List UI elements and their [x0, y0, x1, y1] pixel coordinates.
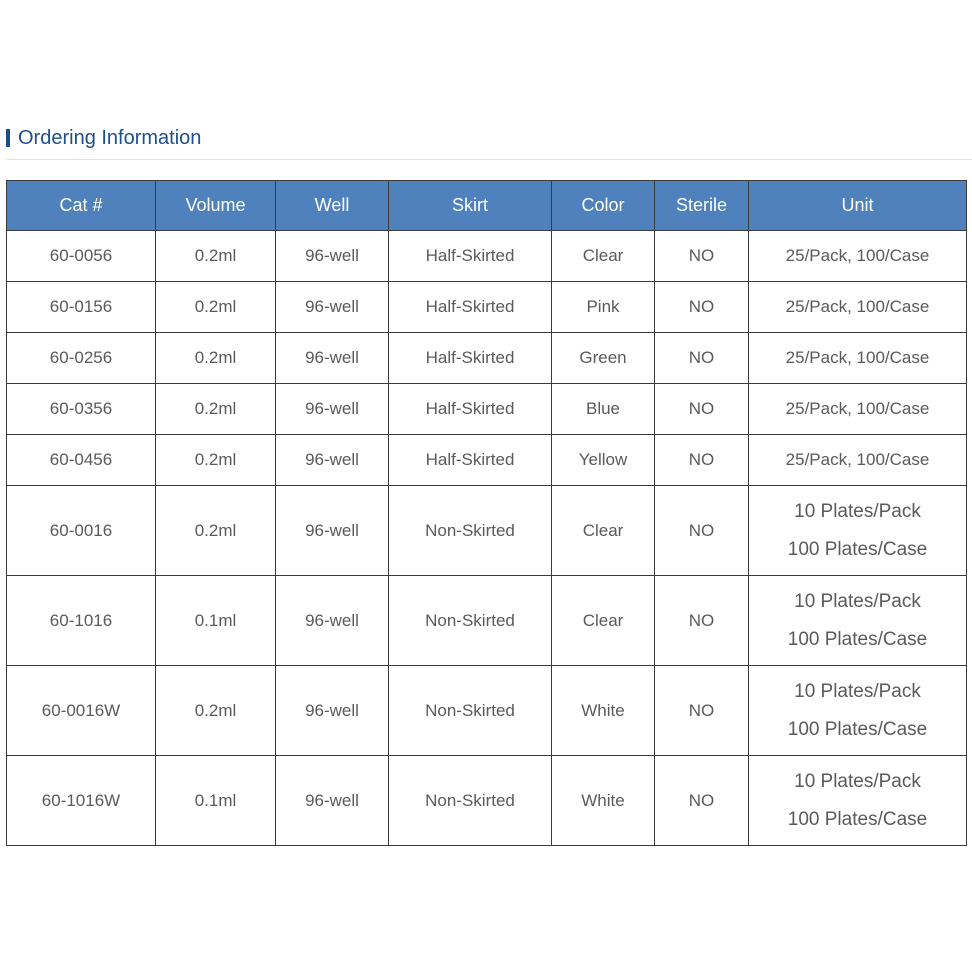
cell-skirt: Non-Skirted: [389, 576, 552, 666]
cell-unit: [749, 231, 967, 282]
cell-skirt: Half-Skirted: [389, 333, 552, 384]
unit-line: 100 Plates/Case: [787, 628, 928, 650]
cell-sterile: NO: [655, 666, 749, 756]
unit-line: 100 Plates/Case: [787, 718, 928, 740]
section-header: [6, 124, 972, 160]
cell-sterile: NO: [655, 435, 749, 486]
cell-well: 96-well: [276, 231, 389, 282]
cell-cat: 60-0156: [7, 282, 156, 333]
unit-line: 25/Pack, 100/Case: [785, 348, 930, 367]
table-body: [7, 231, 967, 846]
table-row: [7, 756, 967, 846]
header-cat: Cat #: [7, 181, 156, 231]
cell-volume: 0.1ml: [156, 576, 276, 666]
cell-color: White: [552, 666, 655, 756]
cell-skirt: Non-Skirted: [389, 486, 552, 576]
cell-volume: 0.2ml: [156, 231, 276, 282]
cell-volume: 0.2ml: [156, 333, 276, 384]
cell-unit: [749, 384, 967, 435]
cell-sterile: NO: [655, 486, 749, 576]
cell-cat: 60-1016: [7, 576, 156, 666]
unit-line: 10 Plates/Pack: [794, 500, 921, 522]
cell-volume: 0.2ml: [156, 486, 276, 576]
header-color: Color: [552, 181, 655, 231]
cell-volume: 0.2ml: [156, 384, 276, 435]
cell-skirt: Half-Skirted: [389, 231, 552, 282]
table-row: [7, 384, 967, 435]
cell-color: Pink: [552, 282, 655, 333]
cell-well: 96-well: [276, 333, 389, 384]
cell-unit: [749, 486, 967, 576]
cell-unit: [749, 282, 967, 333]
cell-well: 96-well: [276, 384, 389, 435]
cell-well: 96-well: [276, 576, 389, 666]
cell-unit: [749, 756, 967, 846]
header-volume: Volume: [156, 181, 276, 231]
table-row: [7, 333, 967, 384]
cell-unit: [749, 435, 967, 486]
header-skirt: Skirt: [389, 181, 552, 231]
cell-well: 96-well: [276, 486, 389, 576]
cell-well: 96-well: [276, 756, 389, 846]
cell-color: Clear: [552, 231, 655, 282]
cell-color: Clear: [552, 486, 655, 576]
table-row: [7, 576, 967, 666]
table-row: [7, 486, 967, 576]
cell-sterile: NO: [655, 333, 749, 384]
cell-skirt: Half-Skirted: [389, 435, 552, 486]
cell-volume: 0.1ml: [156, 756, 276, 846]
section-marker: [6, 129, 10, 147]
cell-well: 96-well: [276, 435, 389, 486]
cell-skirt: Half-Skirted: [389, 282, 552, 333]
table-row: [7, 435, 967, 486]
unit-line: 100 Plates/Case: [787, 808, 928, 830]
cell-cat: 60-0056: [7, 231, 156, 282]
unit-line: 100 Plates/Case: [787, 538, 928, 560]
table-row: [7, 231, 967, 282]
cell-volume: 0.2ml: [156, 435, 276, 486]
cell-cat: 60-0016: [7, 486, 156, 576]
cell-sterile: NO: [655, 384, 749, 435]
cell-volume: 0.2ml: [156, 666, 276, 756]
table-row: [7, 282, 967, 333]
cell-cat: 60-0356: [7, 384, 156, 435]
table-row: [7, 666, 967, 756]
cell-color: Clear: [552, 576, 655, 666]
cell-color: Yellow: [552, 435, 655, 486]
unit-line: 25/Pack, 100/Case: [785, 297, 930, 316]
unit-line: 25/Pack, 100/Case: [785, 450, 930, 469]
header-unit: Unit: [749, 181, 967, 231]
cell-color: White: [552, 756, 655, 846]
cell-cat: 60-0016W: [7, 666, 156, 756]
header-well: Well: [276, 181, 389, 231]
cell-cat: 60-0456: [7, 435, 156, 486]
cell-cat: 60-1016W: [7, 756, 156, 846]
unit-line: 25/Pack, 100/Case: [785, 246, 930, 265]
cell-unit: [749, 666, 967, 756]
cell-color: Green: [552, 333, 655, 384]
table-header-row: [7, 181, 967, 231]
section-title: Ordering Information: [18, 127, 202, 149]
unit-line: 10 Plates/Pack: [794, 680, 921, 702]
cell-cat: 60-0256: [7, 333, 156, 384]
unit-line: 10 Plates/Pack: [794, 770, 921, 792]
ordering-table: [6, 180, 967, 846]
cell-skirt: Non-Skirted: [389, 666, 552, 756]
cell-sterile: NO: [655, 231, 749, 282]
cell-volume: 0.2ml: [156, 282, 276, 333]
cell-unit: [749, 333, 967, 384]
cell-sterile: NO: [655, 576, 749, 666]
cell-well: 96-well: [276, 666, 389, 756]
cell-well: 96-well: [276, 282, 389, 333]
header-sterile: Sterile: [655, 181, 749, 231]
cell-skirt: Non-Skirted: [389, 756, 552, 846]
cell-color: Blue: [552, 384, 655, 435]
unit-line: 10 Plates/Pack: [794, 590, 921, 612]
unit-line: 25/Pack, 100/Case: [785, 399, 930, 418]
cell-sterile: NO: [655, 282, 749, 333]
cell-skirt: Half-Skirted: [389, 384, 552, 435]
cell-sterile: NO: [655, 756, 749, 846]
cell-unit: [749, 576, 967, 666]
